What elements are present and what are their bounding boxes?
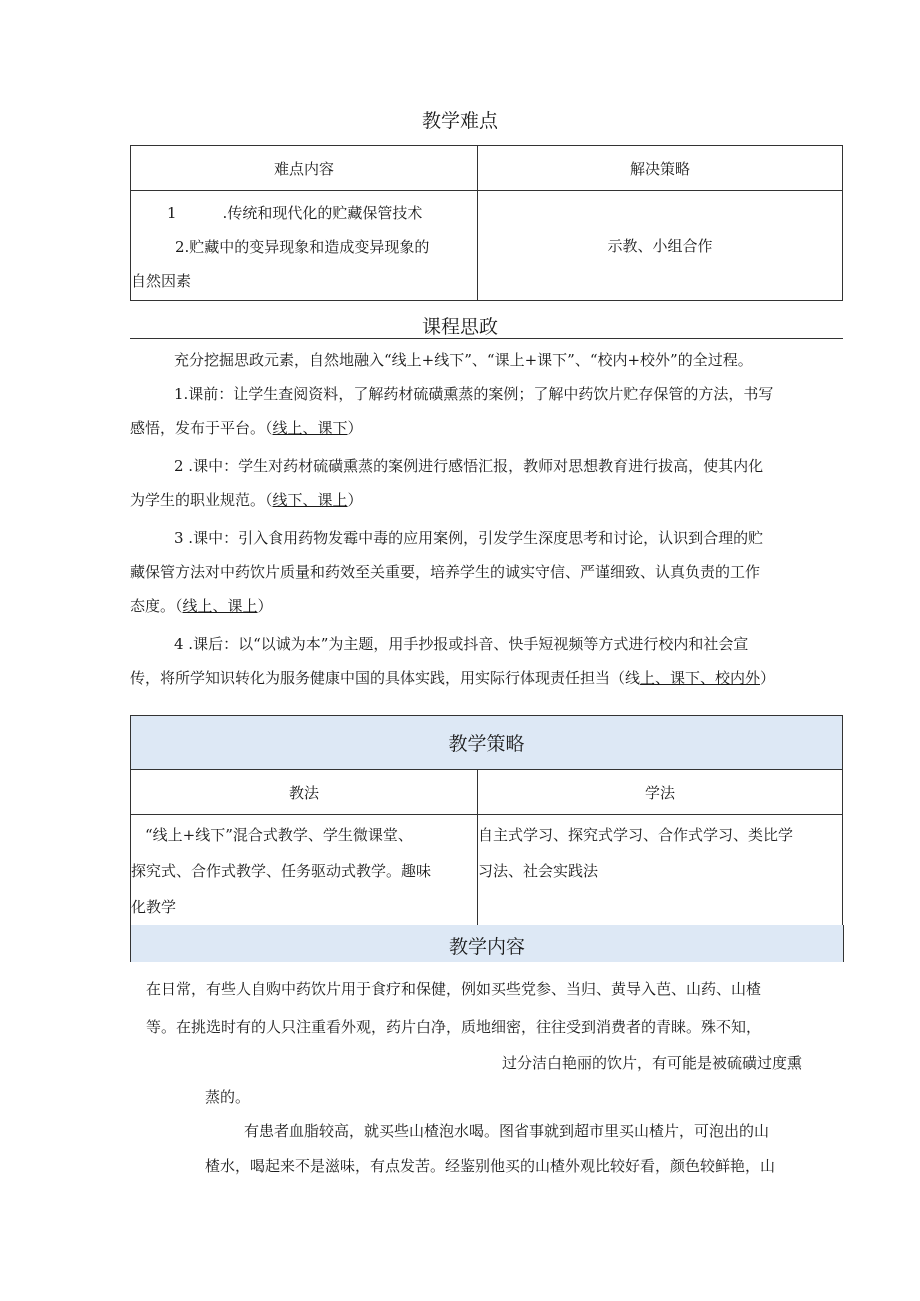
- ideology-p4-text: 传，将所学知识转化为服务健康中国的具体实践，用实际行体现责任担当（线: [130, 669, 641, 687]
- difficulty-item-2-line1: 2.贮藏中的变异现象和造成变异现象的: [175, 237, 430, 256]
- ideology-p4-close: ）: [760, 669, 776, 687]
- strategy-header-teach: 教法: [131, 770, 478, 815]
- difficulty-content-cell: [131, 191, 478, 301]
- ideology-p3-line2: 藏保管方法对中药饮片质量和药效至关重要，培养学生的诚实守信、严谨细致、认真负责的工作: [130, 563, 761, 581]
- ideology-p2-tag: 线下、课上: [272, 491, 348, 509]
- ideology-p4-line2: [130, 661, 855, 695]
- difficulty-item-1: [131, 196, 477, 230]
- ideology-p2-close: ）: [347, 491, 363, 509]
- strategy-learn-line1: 自主式学习、探究式学习、合作式学习、类比学: [478, 826, 794, 844]
- difficulty-item-1-text: .传统和现代化的贮藏保管技术: [222, 203, 423, 222]
- content-line-4: 蒸的。: [205, 1088, 251, 1106]
- difficulty-title: 教学难点: [421, 110, 498, 132]
- strategy-title: 教学策略: [131, 716, 843, 770]
- ideology-title: 课程思政: [421, 316, 498, 338]
- ideology-p1-tag: 线上、课下: [272, 419, 348, 437]
- strategy-teach-line2: 探究式、合作式教学、任务驱动式教学。趣味: [131, 862, 432, 880]
- ideology-p3-text: 态度。（: [130, 597, 183, 615]
- strategy-teach-line3: 化教学: [131, 898, 177, 916]
- ideology-p1-close: ）: [347, 419, 363, 437]
- ideology-p4-line1: 4 .课后：以“以诚为本”为主题，用手抄报或抖音、快手短视频等方式进行校内和社会宣: [174, 635, 749, 653]
- content-line-1: 在日常，有些人自购中药饮片用于食疗和保健，例如买些党参、当归、黄导入芭、山药、山楂: [146, 980, 762, 998]
- ideology-p2-line2: [130, 483, 855, 517]
- content-line-2: 等。在挑选时有的人只注重看外观，药片白净，质地细密，往往受到消费者的青睐。殊不知，: [146, 1018, 762, 1036]
- ideology-p3-close: ）: [257, 597, 273, 615]
- difficulty-table: [130, 145, 843, 301]
- ideology-p1-text: 感悟，发布于平台。（: [130, 419, 273, 437]
- ideology-divider: [130, 338, 843, 339]
- difficulty-header-strategy: 解决策略: [478, 146, 843, 191]
- strategy-learn-line2: 习法、社会实践法: [478, 862, 599, 880]
- difficulty-strategy-cell: 示教、小组合作: [478, 191, 843, 301]
- content-line-3: 过分洁白艳丽的饮片，有可能是被硫磺过度熏: [502, 1054, 803, 1072]
- difficulty-item-2-line2: 自然因素: [131, 271, 192, 290]
- content-line-5: 有患者血脂较高，就买些山楂泡水喝。图省事就到超市里买山楂片，可泡出的山: [244, 1122, 770, 1140]
- ideology-p2-line1: 2 .课中：学生对药材硫磺熏蒸的案例进行感悟汇报，教师对思想教育进行拔高，使其内化: [174, 457, 764, 475]
- ideology-p1-line1: 1.课前：让学生查阅资料，了解药材硫磺熏蒸的案例；了解中药饮片贮存保管的方法，书写: [174, 385, 774, 403]
- ideology-intro: 充分挖掘思政元素，自然地融入“线上+线下”、“课上+课下”、“校内+校外”的全过程。: [174, 351, 753, 369]
- strategy-learn-cell: [478, 815, 843, 926]
- content-title: 教学内容: [130, 925, 844, 962]
- strategy-teach-line1: “线上+线下”混合式教学、学生微课堂、: [145, 826, 413, 844]
- strategy-teach-cell: [131, 815, 478, 926]
- ideology-p3-tag: 线上、课上: [182, 597, 258, 615]
- strategy-table: [130, 715, 843, 926]
- ideology-p1-line2: [130, 411, 855, 445]
- ideology-p3-line1: 3 .课中：引入食用药物发霉中毒的应用案例，引发学生深度思考和讨论，认识到合理的贮: [174, 529, 764, 547]
- ideology-body: [130, 343, 855, 695]
- strategy-header-learn: 学法: [478, 770, 843, 815]
- content-line-6: 楂水，喝起来不是滋味，有点发苦。经鉴别他买的山楂外观比较好看，颜色较鲜艳，山: [205, 1157, 776, 1175]
- ideology-p4-tag: 上、课下、校内外: [640, 669, 761, 687]
- difficulty-header-content: 难点内容: [131, 146, 478, 191]
- ideology-p2-text: 为学生的职业规范。（: [130, 491, 273, 509]
- ideology-p3-line3: [130, 589, 855, 623]
- difficulty-item-1-number: 1: [167, 203, 177, 222]
